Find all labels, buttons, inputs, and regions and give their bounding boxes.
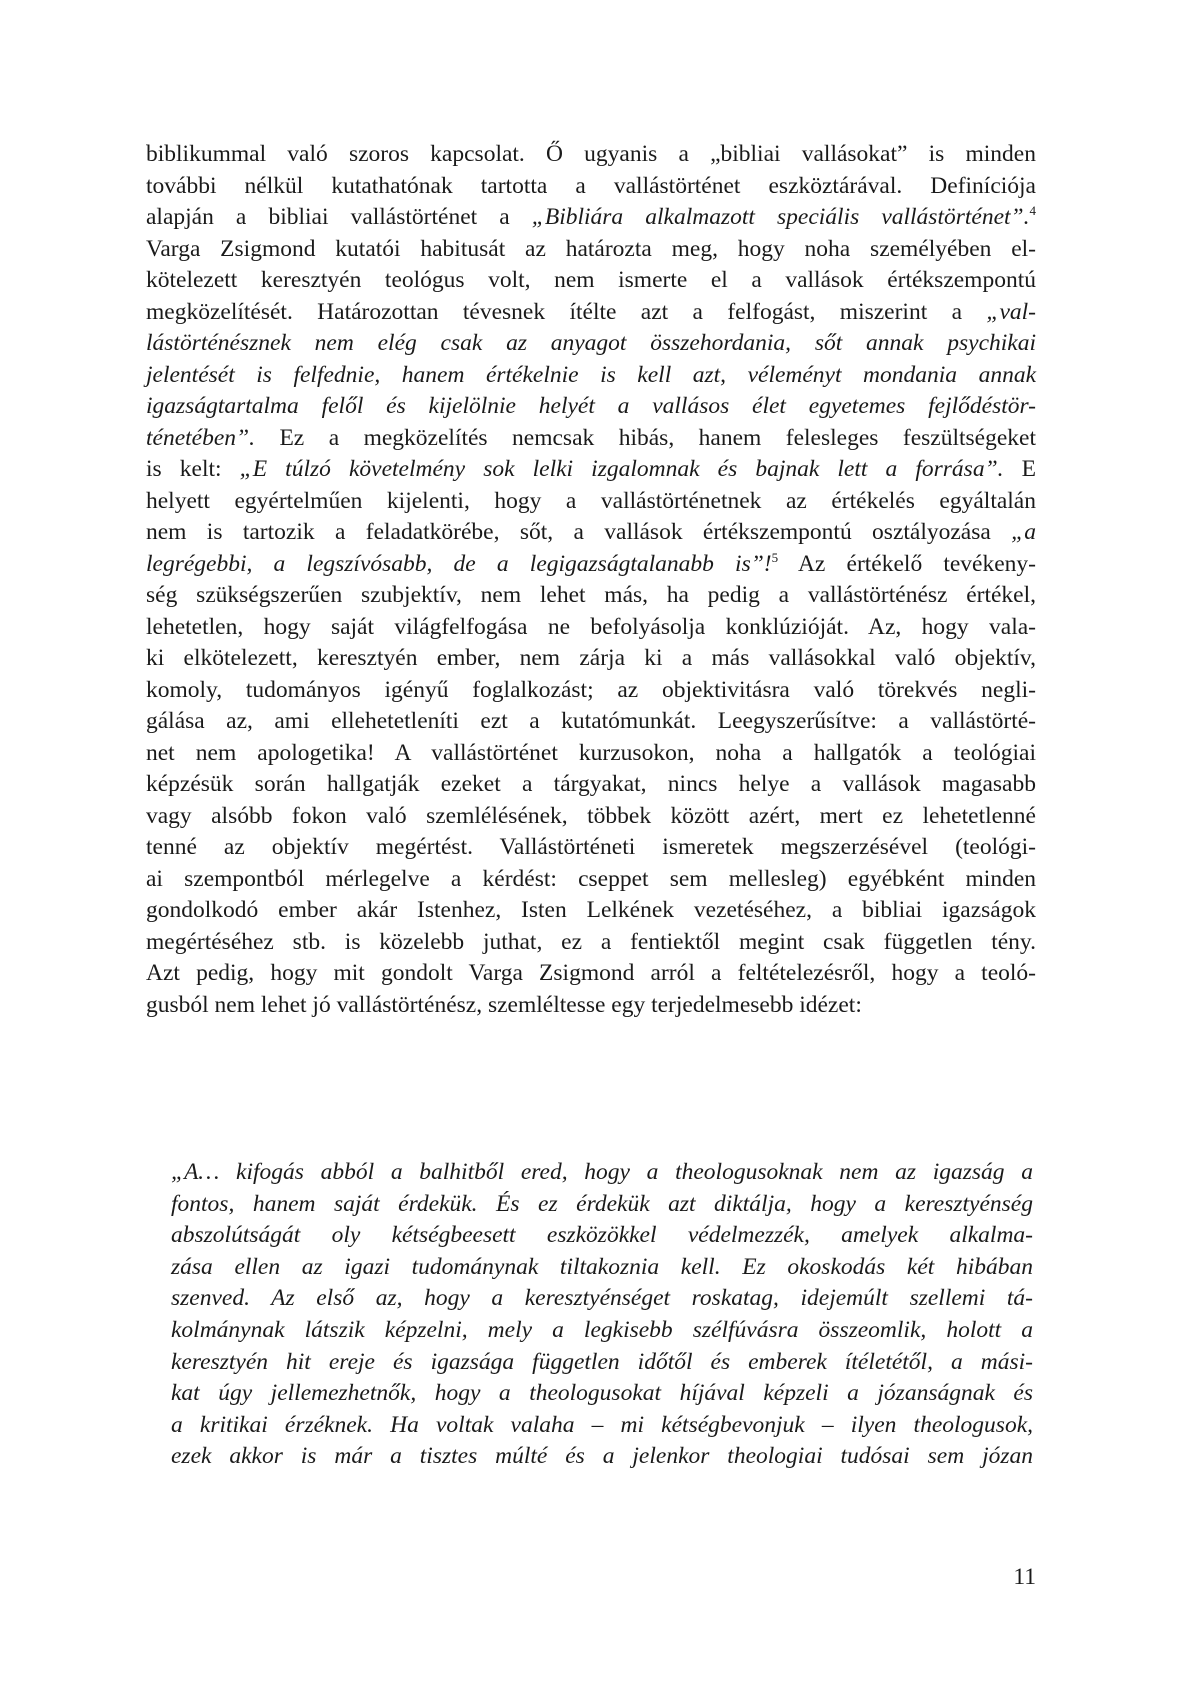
text-line [146,549,1036,581]
text-line [146,895,1036,927]
text-line [146,486,1036,518]
text-line [146,171,1036,203]
text-line [146,706,1036,738]
text-segment: ség szükségszerűen szubjektív, nem lehet más, ha pedig a vallástörténész értékel, [146,582,1036,608]
italic-quotation: legrégebbi, a legszívósabb, de a legigazságtalanabb is”! [146,550,772,577]
text-line [146,769,1036,801]
text-line [146,612,1036,644]
text-line [146,234,1036,266]
text-line [146,832,1036,864]
text-line [146,328,1036,360]
italic-quotation: „E túlzó követelmény sok lelki izgalomnak és bajnak lett a forrása”. [239,456,1004,482]
quote-line: abszolútságát oly kétségbeesett eszközökkel védelmezzék, amelyek alkalma- [171,1222,1033,1249]
text-segment: biblikummal való szoros kapcsolat. Ő ugyanis a „bibliai vallásokat” is minden [146,141,1036,167]
italic-quotation: jelentését is felfednie, hanem értékelnie is kell azt, véleményt mondania annak [146,361,1036,388]
text-segment: lehetetlen, hogy saját világfelfogása ne befolyásolja konklúzióját. Az, hogy vala- [146,613,1036,640]
text-line [146,360,1036,392]
quote-line: a kritikai érzéknek. Ha voltak valaha – mi kétségbevonjuk – ilyen theologusok, [171,1411,1033,1438]
text-line [146,454,1036,486]
text-segment: nem is tartozik a feladatkörébe, sőt, a vallások értékszempontú osztályozása [146,519,1012,545]
footnote-reference: 5 [771,549,779,565]
quote-line: kat úgy jellemezhetnők, hogy a theologusokat híjával képzeli a józanságnak és [171,1380,1033,1407]
block-quotation [171,1157,1033,1473]
italic-quotation: „Bibliára alkalmazott speciális vallástörténet”. [531,204,1030,230]
quote-line: ezek akkor is már a tisztes múlté és a jelenkor theologiai tudósai sem józan [171,1443,1033,1470]
quote-line: szenved. Az első az, hogy a keresztyénséget roskatag, idejemúlt szellemi tá- [171,1285,1033,1312]
text-segment: képzésük során hallgatják ezeket a tárgyakat, nincs helye a vallások magasabb [146,771,1036,797]
quote-line: kolmánynak látszik képzelni, mely a legkisebb szélfúvásra összeomlik, holott a [171,1316,1033,1343]
footnote-reference: 4 [1029,203,1036,218]
body-text [146,139,1036,1021]
text-segment: tenné az objektív megértést. Vallástörténeti ismeretek megszerzésével (teológi- [146,834,1036,860]
text-line [146,297,1036,329]
text-segment: ai szempontból mérlegelve a kérdést: cseppet sem mellesleg) egyébként minden [146,865,1036,892]
italic-quotation: ténetében”. [146,424,255,451]
text-segment: ki elkötelezett, keresztyén ember, nem zárja ki a más vallásokkal való objektív, [146,645,1036,671]
italic-quotation: lástörténésznek nem elég csak az anyagot összehordania, sőt annak psychikai [146,330,1036,356]
text-segment: megközelítését. Határozottan tévesnek ítélte azt a felfogást, miszerint a [146,298,987,325]
text-segment: net nem apologetika! A vallástörténet kurzusokon, noha a hallgatók a teológiai [146,739,1036,766]
text-segment: Ez a megközelítés nemcsak hibás, hanem felesleges feszültségeket [254,424,1036,451]
italic-quotation: „val- [986,298,1036,325]
text-line [146,517,1036,549]
text-segment: gálása az, ami ellehetetleníti ezt a kutatómunkát. Leegyszerűsítve: a vallástörté- [146,708,1036,734]
text-line [146,580,1036,612]
italic-quotation: igazságtartalma felől és kijelölnie helyét a vallásos élet egyetemes fejlődéstör- [146,393,1036,419]
text-segment: alapján a bibliai vallástörténet a [146,204,532,230]
italic-quotation: „a [1011,519,1036,545]
text-line [146,927,1036,959]
text-segment: gusból nem lehet jó vallástörténész, szemléltesse egy terjedelmesebb idézet: [146,991,862,1018]
text-line [146,990,1036,1022]
text-line [146,391,1036,423]
text-segment: is kelt: [146,456,240,482]
page-number: 11 [1013,1564,1036,1590]
quote-line: fontos, hanem saját érdekük. És ez érdekük azt diktálja, hogy a keresztyénség [171,1190,1033,1217]
text-segment: kötelezett keresztyén teológus volt, nem ismerte el a vallások értékszempontú [146,267,1036,293]
text-line [146,864,1036,896]
text-segment: további nélkül kutathatónak tartotta a vallástörténet eszköztárával. Definíciója [146,172,1036,199]
text-segment: vagy alsóbb fokon való szemlélésének, többek között azért, mert ez lehetetlenné [146,802,1036,829]
quote-line: „A… kifogás abból a balhitből ered, hogy a theologusoknak nem az igazság a [171,1159,1033,1185]
text-line [146,675,1036,707]
text-line [146,139,1036,171]
text-line [146,423,1036,455]
text-line [146,738,1036,770]
text-segment: komoly, tudományos igényű foglalkozást; az objektivitásra való törekvés negli- [146,676,1036,703]
text-segment: gondolkodó ember akár Istenhez, Isten Lelkének vezetéséhez, a bibliai igazságok [146,897,1036,923]
quote-line: keresztyén hit ereje és igazsága független időtől és emberek ítéletétől, a mási- [171,1348,1033,1375]
text-segment: Varga Zsigmond kutatói habitusát az határozta meg, hogy noha személyében el- [146,235,1036,262]
text-line [146,643,1036,675]
text-line [146,202,1036,234]
quote-line: zása ellen az igazi tudománynak tiltakoznia kell. Ez okoskodás két hibában [171,1253,1033,1280]
text-line [146,265,1036,297]
text-segment: helyett egyértelműen kijelenti, hogy a vallástörténetnek az értékelés egyáltalán [146,487,1036,514]
text-line [146,958,1036,990]
text-line [146,801,1036,833]
text-segment: Azt pedig, hogy mit gondolt Varga Zsigmond arról a feltételezésről, hogy a teoló- [146,960,1036,986]
text-segment: E [1003,456,1036,482]
text-segment: megértéséhez stb. is közelebb juthat, ez a fentiektől megint csak független tény. [146,928,1036,955]
text-segment: Az értékelő tevékeny- [778,550,1036,577]
